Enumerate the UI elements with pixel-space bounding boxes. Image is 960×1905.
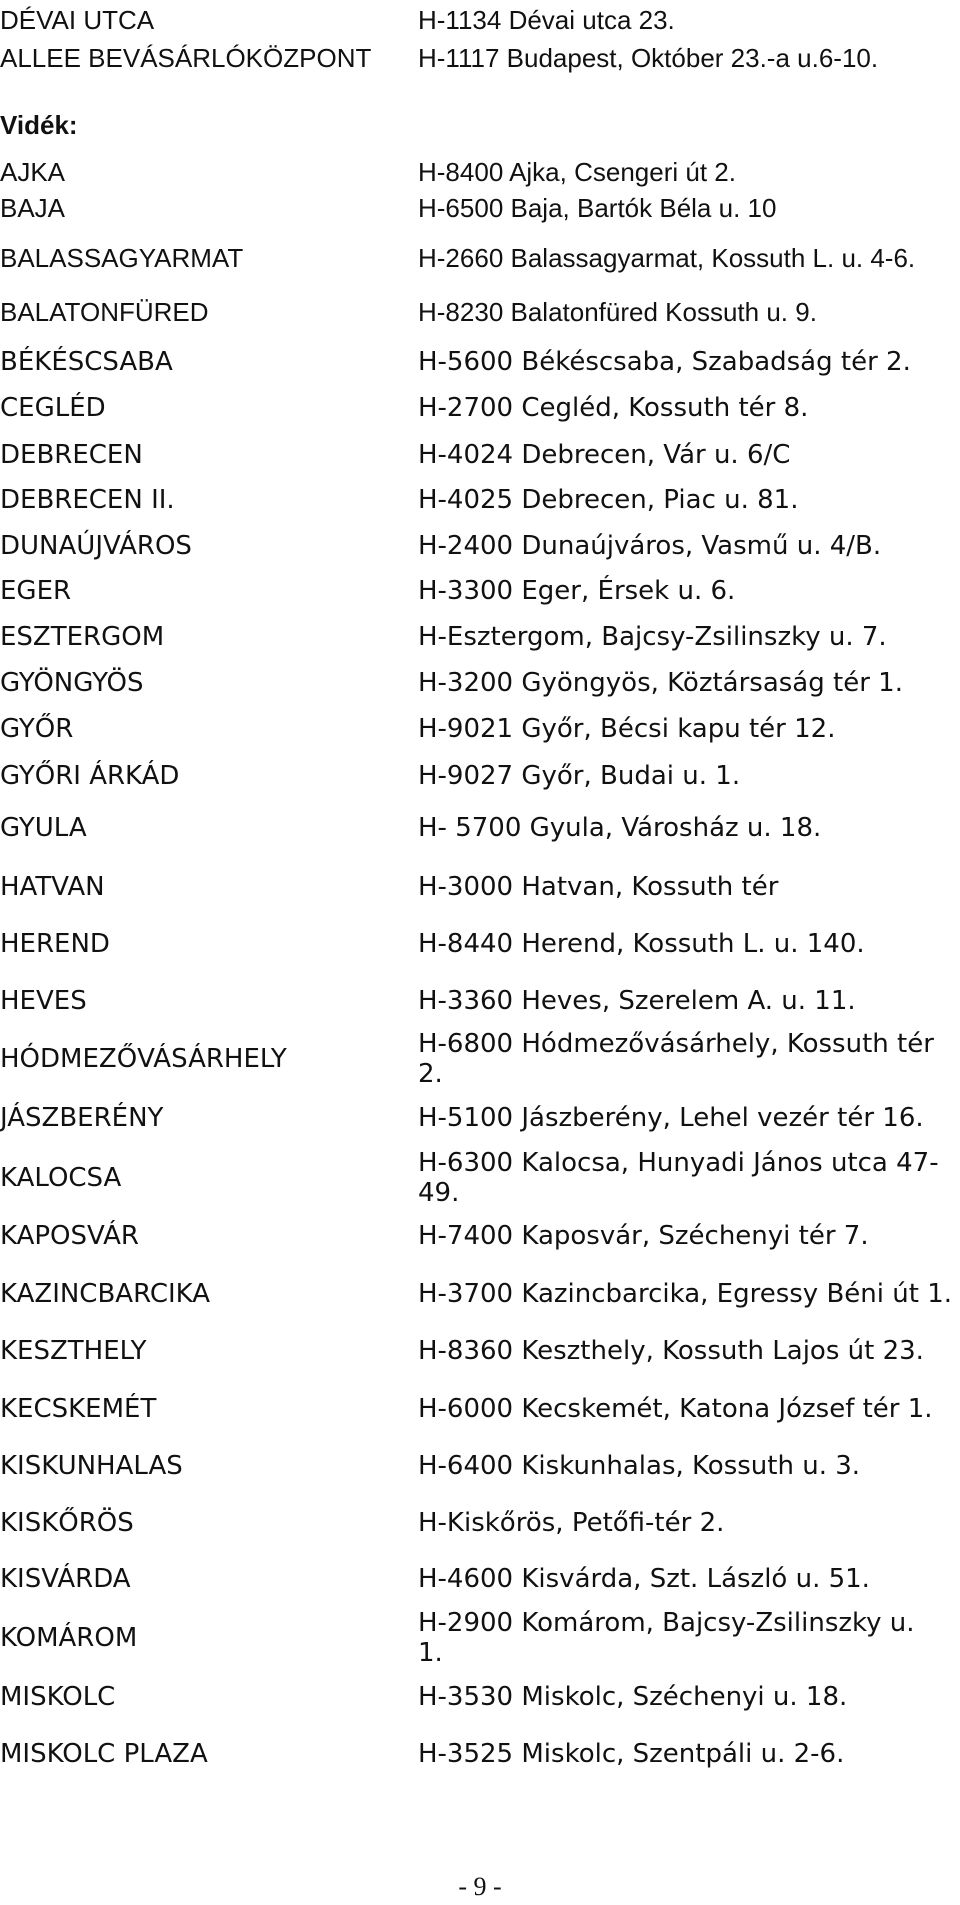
store-name: DUNAÚJVÁROS	[0, 531, 192, 561]
store-row	[0, 657, 960, 709]
store-name: KESZTHELY	[0, 1336, 147, 1366]
store-address: H-3530 Miskolc, Széchenyi u. 18.	[418, 1682, 848, 1712]
store-name: CEGLÉD	[0, 393, 106, 423]
store-name: KAPOSVÁR	[0, 1221, 140, 1251]
store-row	[0, 861, 960, 913]
store-row	[0, 1092, 960, 1144]
store-name: BÉKÉSCSABA	[0, 347, 173, 377]
store-row	[0, 1497, 960, 1549]
store-name: AJKA	[0, 157, 66, 187]
store-name: KISKUNHALAS	[0, 1451, 183, 1481]
store-name: DEBRECEN II.	[0, 485, 175, 515]
store-row	[0, 918, 960, 970]
store-name: HÓDMEZŐVÁSÁRHELY	[0, 1044, 287, 1074]
store-address: H-3200 Gyöngyös, Köztársaság tér 1.	[418, 668, 903, 698]
store-name: MISKOLC PLAZA	[0, 1739, 208, 1769]
store-row	[0, 1608, 960, 1668]
store-row	[0, 382, 960, 434]
store-row	[0, 611, 960, 663]
store-row	[0, 1268, 960, 1320]
store-address: H-3300 Eger, Érsek u. 6.	[418, 576, 736, 606]
store-name: MISKOLC	[0, 1682, 116, 1712]
store-address: H-8230 Balatonfüred Kossuth u. 9.	[418, 297, 817, 327]
store-row	[0, 975, 960, 1027]
store-address: H-3360 Heves, Szerelem A. u. 11.	[418, 986, 856, 1016]
store-address: H-3700 Kazincbarcika, Egressy Béni út 1.	[418, 1279, 953, 1309]
store-name: GYULA	[0, 813, 87, 843]
store-row	[0, 182, 960, 234]
store-address: H-2900 Komárom, Bajcsy-Zsilinszky u. 1.	[418, 1608, 915, 1668]
store-name: GYÖNGYÖS	[0, 668, 144, 698]
store-row	[0, 1210, 960, 1262]
store-address: H-9027 Győr, Budai u. 1.	[418, 761, 741, 791]
store-address: H-6400 Kiskunhalas, Kossuth u. 3.	[418, 1451, 861, 1481]
store-row	[0, 703, 960, 755]
store-address: H-5600 Békéscsaba, Szabadság tér 2.	[418, 347, 911, 377]
store-name: HEREND	[0, 929, 110, 959]
store-address: H-6300 Kalocsa, Hunyadi János utca 47-49.	[418, 1148, 939, 1208]
store-row	[0, 1029, 960, 1089]
store-name: HEVES	[0, 986, 87, 1016]
store-row	[0, 286, 960, 338]
store-name: ESZTERGOM	[0, 622, 165, 652]
store-address: H-3000 Hatvan, Kossuth tér	[418, 872, 779, 902]
store-address: H-2400 Dunaújváros, Vasmű u. 4/B.	[418, 531, 882, 561]
store-address: H-8440 Herend, Kossuth L. u. 140.	[418, 929, 865, 959]
store-address: H- 5700 Gyula, Városház u. 18.	[418, 813, 822, 843]
store-address: H-2700 Cegléd, Kossuth tér 8.	[418, 393, 809, 423]
store-address: H-4024 Debrecen, Vár u. 6/C	[418, 440, 791, 470]
store-address: H-Esztergom, Bajcsy-Zsilinszky u. 7.	[418, 622, 887, 652]
store-name: KAZINCBARCIKA	[0, 1279, 211, 1309]
store-address: H-7400 Kaposvár, Széchenyi tér 7.	[418, 1221, 869, 1251]
store-address: H-4600 Kisvárda, Szt. László u. 51.	[418, 1564, 870, 1594]
store-address: H-8360 Keszthely, Kossuth Lajos út 23.	[418, 1336, 924, 1366]
store-row	[0, 1728, 960, 1780]
store-name: BALASSAGYARMAT	[0, 243, 244, 273]
store-row	[0, 1325, 960, 1377]
store-name: KISVÁRDA	[0, 1564, 131, 1594]
store-row	[0, 750, 960, 802]
store-row	[0, 1383, 960, 1435]
store-name: DÉVAI UTCA	[0, 5, 155, 35]
store-row	[0, 1553, 960, 1605]
store-address: H-6000 Kecskemét, Katona József tér 1.	[418, 1394, 933, 1424]
store-name: KECSKEMÉT	[0, 1394, 157, 1424]
store-name: BAJA	[0, 193, 66, 223]
store-name: KISKŐRÖS	[0, 1508, 134, 1538]
store-name: JÁSZBERÉNY	[0, 1103, 164, 1133]
store-address: H-3525 Miskolc, Szentpáli u. 2-6.	[418, 1739, 845, 1769]
store-address: H-6800 Hódmezővásárhely, Kossuth tér 2.	[418, 1029, 934, 1089]
store-address: H-6500 Baja, Bartók Béla u. 10	[418, 193, 777, 223]
store-row	[0, 565, 960, 617]
store-address: H-9021 Győr, Bécsi kapu tér 12.	[418, 714, 836, 744]
store-row	[0, 1671, 960, 1723]
store-address: H-1117 Budapest, Október 23.-a u.6-10.	[418, 43, 879, 73]
store-row	[0, 1440, 960, 1492]
store-name: KOMÁROM	[0, 1623, 138, 1653]
page-number: - 9 -	[458, 1872, 502, 1901]
section-heading: Vidék:	[0, 110, 78, 140]
store-row	[0, 474, 960, 526]
store-name: GYŐR	[0, 714, 74, 744]
store-address: H-1134 Dévai utca 23.	[418, 5, 675, 35]
store-address: H-8400 Ajka, Csengeri út 2.	[418, 157, 736, 187]
store-name: BALATONFÜRED	[0, 297, 209, 327]
store-name: HATVAN	[0, 872, 105, 902]
store-address: H-4025 Debrecen, Piac u. 81.	[418, 485, 799, 515]
store-name: DEBRECEN	[0, 440, 143, 470]
store-name: KALOCSA	[0, 1163, 122, 1193]
store-row	[0, 1148, 960, 1208]
store-row	[0, 336, 960, 388]
store-name: GYŐRI ÁRKÁD	[0, 761, 180, 791]
store-row	[0, 232, 960, 284]
store-name: ALLEE BEVÁSÁRLÓKÖZPONT	[0, 43, 372, 73]
store-address: H-2660 Balassagyarmat, Kossuth L. u. 4-6.	[418, 243, 916, 273]
store-row-allee	[0, 32, 960, 84]
store-address: H-5100 Jászberény, Lehel vezér tér 16.	[418, 1103, 924, 1133]
store-address: H-Kiskőrös, Petőfi-tér 2.	[418, 1508, 725, 1538]
store-name: EGER	[0, 576, 72, 606]
store-row	[0, 802, 960, 854]
